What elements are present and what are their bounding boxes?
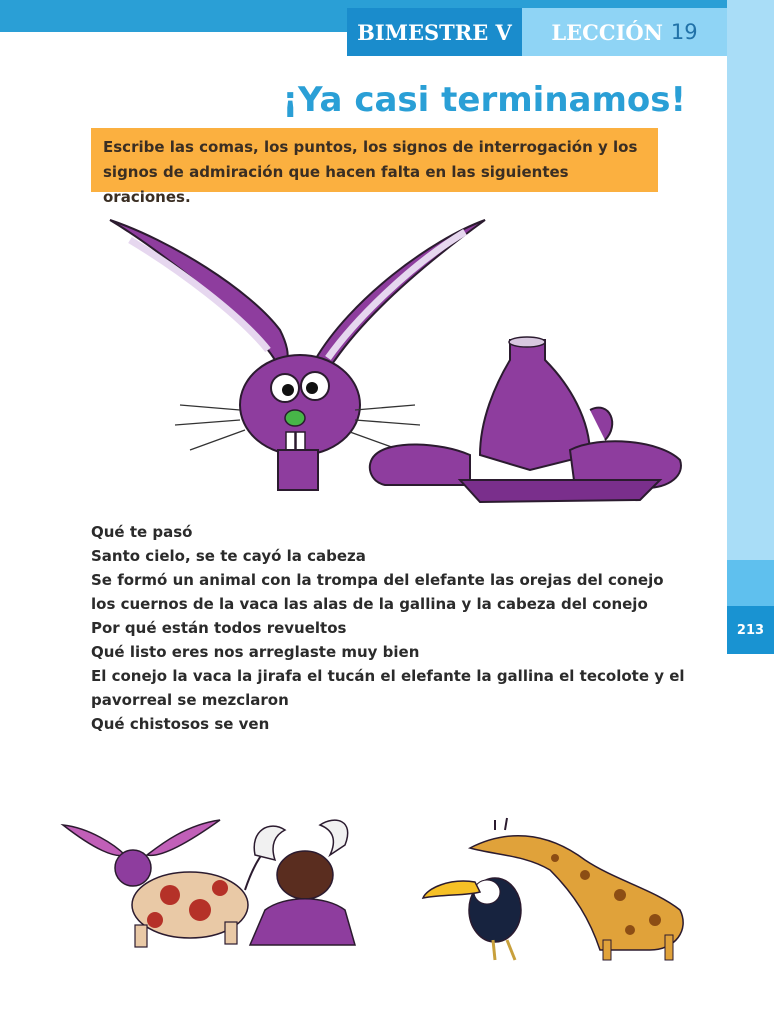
lesson-label: LECCIÓN xyxy=(551,19,663,45)
instruction-box xyxy=(91,128,658,206)
lesson-tab xyxy=(522,8,727,56)
sentence-item: Se formó un animal con la trompa del elefante las orejas del conejo los cuernos de la vaca las alas de la gallina y la cabeza del conejo xyxy=(91,571,664,613)
page-title: ¡Ya casi terminamos! xyxy=(282,80,686,120)
sentence-item: El conejo la vaca la jirafa el tucán el elefante la gallina el tecolote y el pavorreal se mezclaron xyxy=(91,667,685,709)
lesson-number: 19 xyxy=(670,20,698,44)
sentence-item: Qué chistosos se ven xyxy=(91,715,270,733)
rabbit-body-icon xyxy=(370,337,681,502)
page-number-text: 213 xyxy=(736,622,765,638)
side-bar xyxy=(727,0,774,560)
sentence-item: Qué listo eres nos arreglaste muy bien xyxy=(91,643,420,661)
toucan-icon xyxy=(423,878,521,960)
sentence-item: Por qué están todos revueltos xyxy=(91,619,347,637)
sentence-item: Qué te pasó xyxy=(91,523,193,541)
page-number xyxy=(727,606,774,654)
rabbit-with-fallen-head-illustration xyxy=(100,210,690,510)
bimester-tab xyxy=(347,8,522,56)
rabbit-cow-icon xyxy=(63,820,270,947)
sentence-item: Santo cielo, se te cayó la cabeza xyxy=(91,547,366,565)
sentence-list xyxy=(91,520,691,736)
bull-rabbit-icon xyxy=(250,820,355,945)
side-bar-accent xyxy=(727,560,774,606)
instruction-text: Escribe las comas, los puntos, los signos de interrogación y los signos de admiración que hacen falta en las siguientes oraciones. xyxy=(103,138,638,206)
mixed-animals-illustration xyxy=(55,800,695,965)
bimester-label: BIMESTRE V xyxy=(357,19,512,45)
